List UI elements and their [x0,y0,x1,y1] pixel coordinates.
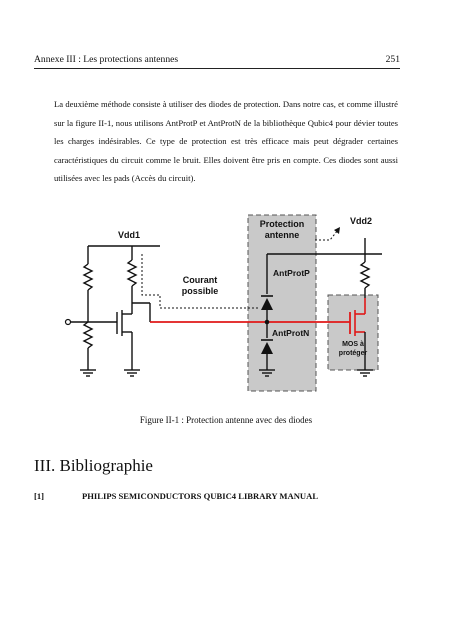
courant-label-1: Courant [182,275,218,285]
courant-label-2: possible [181,286,219,296]
courant-path-top [315,230,338,240]
left-circuit [68,246,160,376]
header-title: Annexe III : Les protections antennes [34,54,179,65]
mos-label-2: protéger [338,350,368,357]
mos-box [328,295,378,370]
header-rule [34,68,400,69]
body-paragraph: La deuxième méthode consiste à utiliser des diodes de protection. Dans notre cas, et comme illustré sur la figure II-1, nous utilisons AntProtP et AntProtN de la bibliothèque Qubic4 pour dévier toutes les charges indésirables. Ce type de protection est très efficace mais peut dégrader certaines caractéristiques du circuit comme le bruit. Elles doivent être pris en compte. Ces diodes sont aussi utilisées avec les pads (Accès du circuit). [54,99,398,184]
protection-label-2: antenne [264,230,300,240]
figure-caption: Figure II-1 : Protection antenne avec des diodes [139,415,313,425]
running-header [34,50,400,66]
antprotn-label: AntProtN [272,328,310,338]
vdd2-label: Vdd2 [350,216,373,226]
input-node [66,320,71,325]
mos-label-1: MOS à [342,341,364,348]
vdd1-label: Vdd1 [118,230,141,240]
section-title: III. Bibliographie [34,456,153,475]
antprotp-label: AntProtP [273,268,310,278]
reference-item [34,490,318,502]
protection-box [248,215,316,391]
page-number: 251 [385,54,400,65]
reference-text: PHILIPS SEMICONDUCTORS QUBIC4 LIBRARY MANUAL [82,491,319,501]
protection-label-1: Protection [259,219,305,229]
reference-number: [1] [34,491,45,501]
protection-diagram [60,210,400,400]
